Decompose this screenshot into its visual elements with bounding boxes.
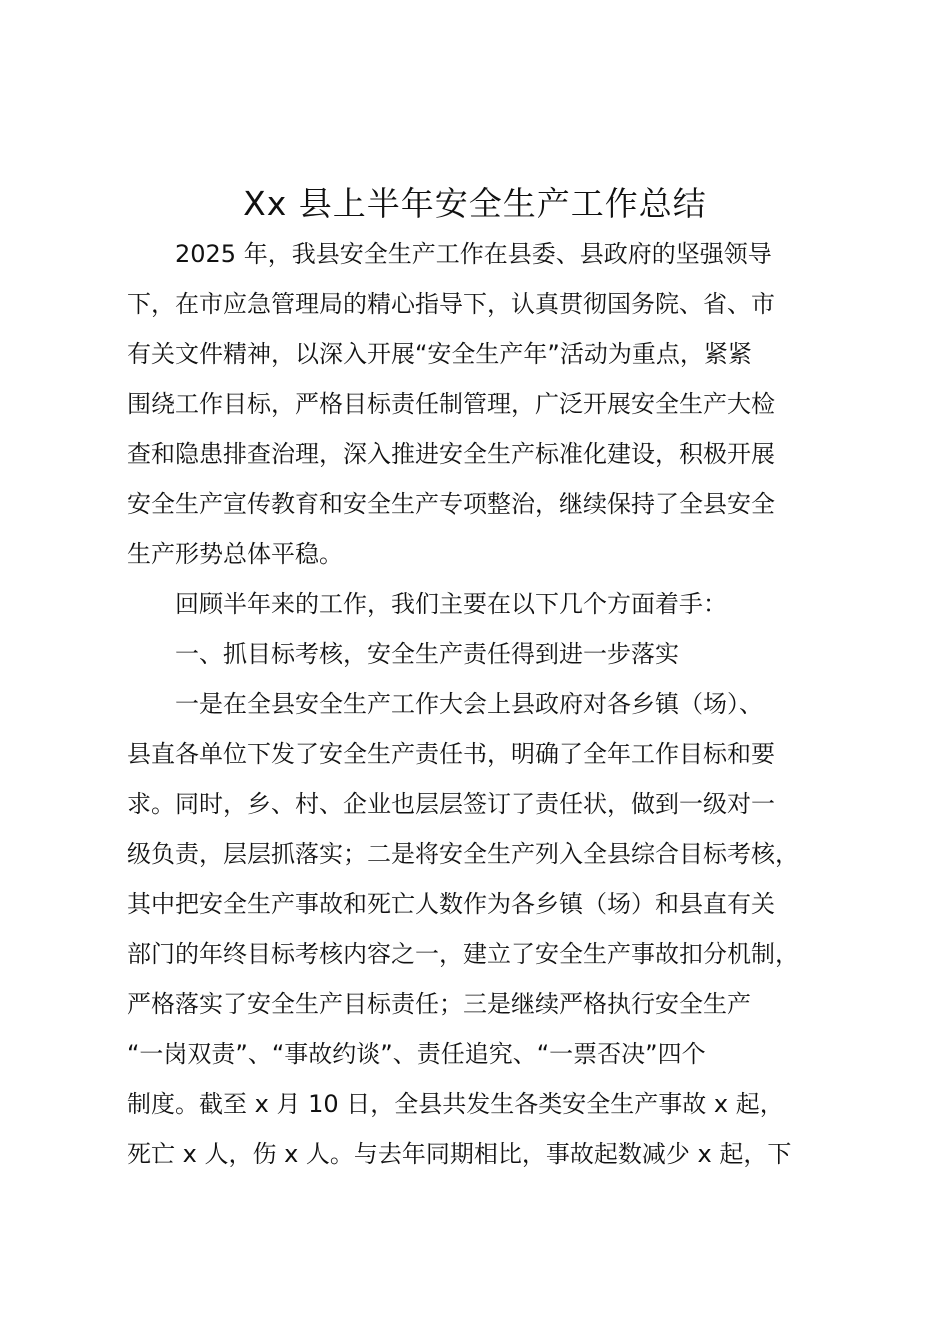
paragraph-line: 其中把安全生产事故和死亡人数作为各乡镇（场）和县直有关 <box>127 890 775 918</box>
paragraph-line: 级负责，层层抓落实；二是将安全生产列入全县综合目标考核， <box>127 840 799 868</box>
paragraph-line: 回顾半年来的工作，我们主要在以下几个方面着手： <box>127 590 727 618</box>
paragraph-line: 严格落实了安全生产目标责任；三是继续严格执行安全生产 <box>127 990 751 1018</box>
paragraph-line: 下，在市应急管理局的精心指导下，认真贯彻国务院、省、市 <box>127 290 775 318</box>
paragraph-line: 部门的年终目标考核内容之一，建立了安全生产事故扣分机制， <box>127 940 799 968</box>
paragraph-line: 查和隐患排查治理，深入推进安全生产标准化建设，积极开展 <box>127 440 775 468</box>
paragraph-line: 2025 年，我县安全生产工作在县委、县政府的坚强领导 <box>127 240 772 268</box>
section-heading: 一、抓目标考核，安全生产责任得到进一步落实 <box>127 640 679 668</box>
paragraph-line: 求。同时，乡、村、企业也层层签订了责任状，做到一级对一 <box>127 790 775 818</box>
paragraph-line: 死亡 x 人，伤 x 人。与去年同期相比，事故起数减少 x 起，下 <box>127 1140 792 1168</box>
paragraph-line: “一岗双责”、“事故约谈”、责任追究、“一票否决”四个 <box>127 1040 706 1068</box>
paragraph-line: 有关文件精神，以深入开展“安全生产年”活动为重点，紧紧 <box>127 340 752 368</box>
paragraph-line: 制度。截至 x 月 10 日，全县共发生各类安全生产事故 x 起， <box>127 1090 784 1118</box>
paragraph-line: 生产形势总体平稳。 <box>127 540 343 568</box>
paragraph-line: 安全生产宣传教育和安全生产专项整治，继续保持了全县安全 <box>127 490 775 518</box>
paragraph-line: 县直各单位下发了安全生产责任书，明确了全年工作目标和要 <box>127 740 775 768</box>
paragraph-line: 围绕工作目标，严格目标责任制管理，广泛开展安全生产大检 <box>127 390 775 418</box>
paragraph-line: 一是在全县安全生产工作大会上县政府对各乡镇（场）、 <box>127 690 763 718</box>
document-title: Xx 县上半年安全生产工作总结 <box>243 184 707 223</box>
